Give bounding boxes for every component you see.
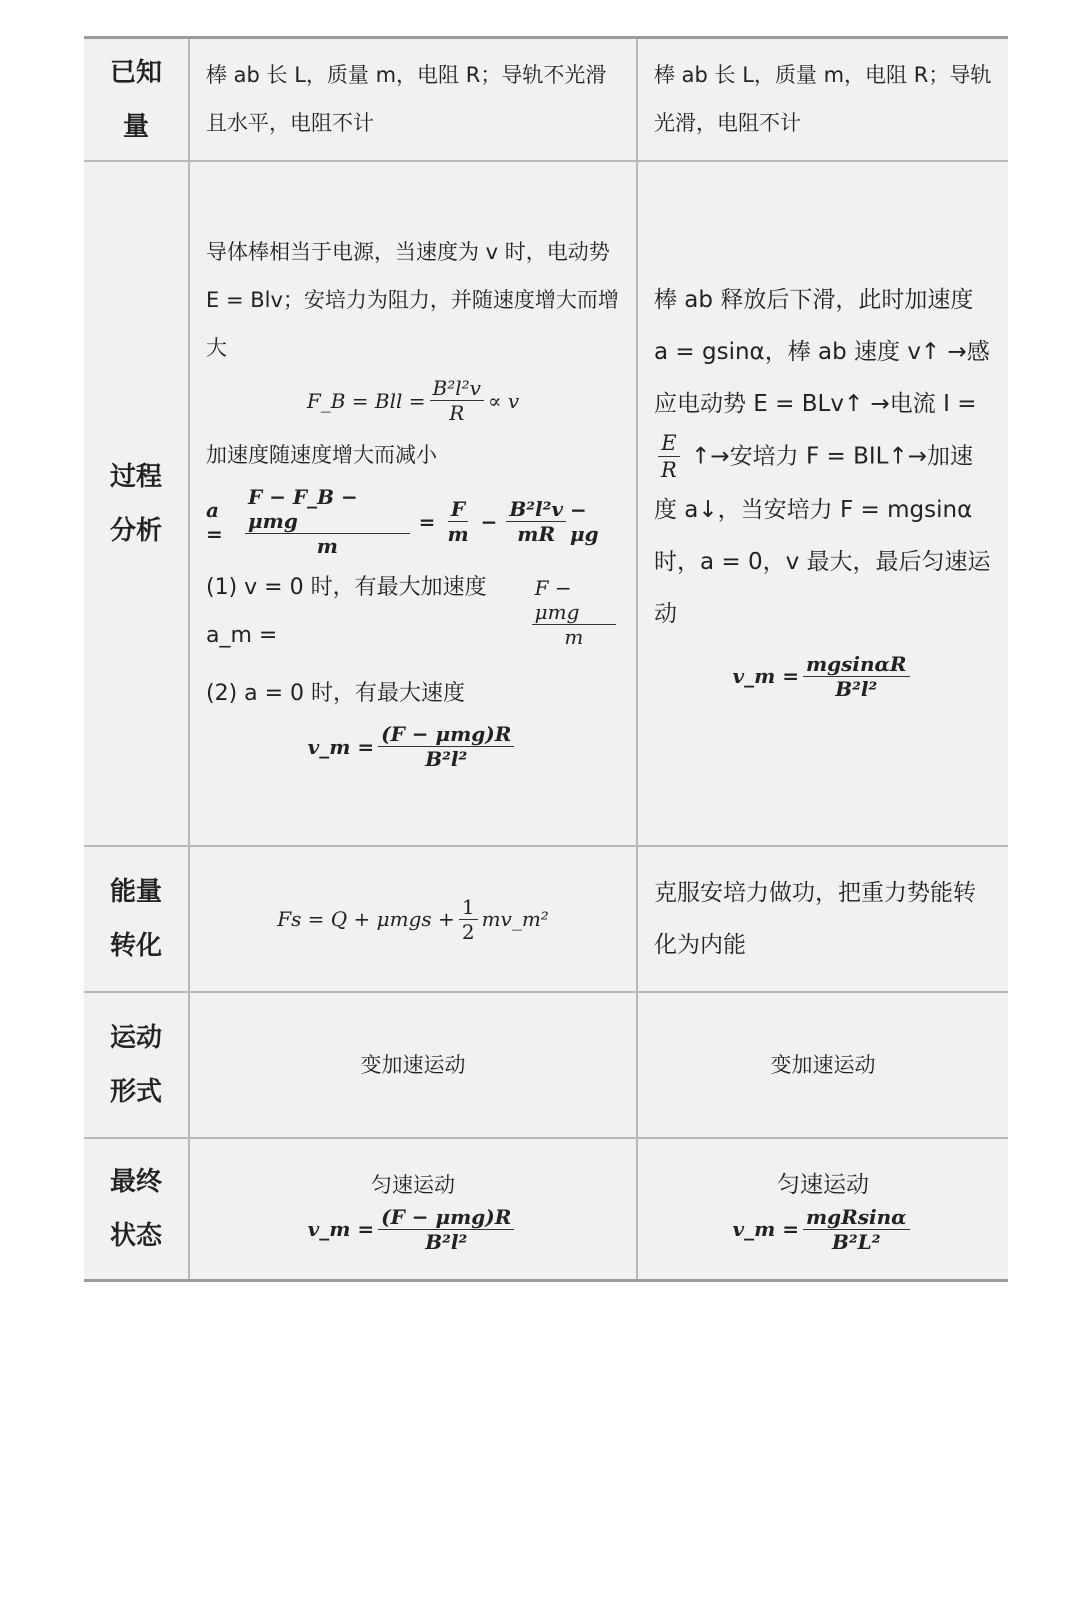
formula-ampere-lhs: F_B = Bll = [306, 388, 426, 413]
formula-vm-den: B²l² [425, 747, 468, 771]
formula-final-right-lhs: v_m = [732, 1217, 799, 1241]
row-final [84, 1137, 1008, 1279]
known-right [638, 39, 1008, 160]
header-final-label: 最终状态 [109, 1167, 162, 1251]
known-right-text: 棒 ab 长 L，质量 m，电阻 R；导轨光滑，电阻不计 [654, 63, 992, 135]
max-acc-den: m [564, 624, 584, 649]
header-known [84, 39, 190, 160]
header-process-label: 过程分析 [109, 461, 162, 546]
energy-right-text: 克服安培力做功，把重力势能转化为内能 [654, 880, 976, 958]
process-left-p1: 导体棒相当于电源，当速度为 v 时，电动势 E = Blv；安培力为阻力，并随速度增大而增大 [206, 240, 619, 360]
current-frac [658, 430, 680, 484]
header-final [84, 1139, 190, 1279]
formula-energy-num: 1 [459, 895, 478, 920]
formula-acceleration [206, 485, 620, 558]
formula-vm-num: (F − μmg)R [378, 722, 514, 747]
current-den: R [661, 458, 677, 483]
formula-acc-frac3 [506, 497, 566, 546]
row-motion [84, 991, 1008, 1137]
max-acc-text: (1) v = 0 时，有最大加速度 a_m = [206, 575, 487, 648]
max-acc-frac [532, 576, 616, 649]
formula-energy-frac [459, 895, 478, 944]
formula-right-vm-num: mgsinαR [803, 652, 910, 677]
current-num: E [658, 430, 679, 457]
formula-ampere-num: B²l²v [430, 376, 484, 401]
formula-acc-frac2 [444, 497, 471, 546]
formula-final-left [308, 1205, 519, 1254]
process-right [638, 162, 1008, 845]
formula-vm-lhs: v_m = [307, 734, 375, 759]
known-left [190, 39, 638, 160]
process-right-p2: ↑→安培力 F = BIL↑→加速度 a↓，当安培力 F = mgsinα 时，a = 0，v 最大，最后匀速运动 [654, 443, 991, 627]
energy-right [638, 847, 1008, 991]
header-energy [84, 847, 190, 991]
formula-final-left-den: B²l² [425, 1229, 468, 1254]
header-known-label: 已知量 [109, 57, 162, 142]
motion-left [190, 993, 638, 1137]
formula-final-left-lhs: v_m = [307, 1217, 375, 1241]
formula-acc-num2: F [448, 497, 468, 522]
final-left-label: 匀速运动 [371, 1172, 455, 1197]
formula-energy-tail: mv_m² [481, 907, 549, 931]
formula-ampere-frac [430, 376, 484, 425]
motion-left-text: 变加速运动 [360, 1053, 466, 1077]
process-right-p1: 棒 ab 释放后下滑，此时加速度 a = gsinα，棒 ab 速度 v↑ →感应电动势 E = BLv↑ →电流 I = [654, 287, 990, 417]
formula-final-right [732, 1205, 913, 1254]
final-right-label: 匀速运动 [777, 1171, 869, 1198]
formula-acc-minus: − [480, 509, 498, 534]
formula-right-max-velocity [654, 652, 992, 701]
row-known [84, 39, 1008, 160]
max-velocity-line: (2) a = 0 时，有最大速度 [206, 681, 466, 706]
motion-right-text: 变加速运动 [770, 1053, 876, 1077]
formula-final-left-frac [378, 1205, 514, 1254]
formula-max-velocity [206, 722, 620, 771]
motion-right [638, 993, 1008, 1137]
formula-acc-eq: = [418, 509, 436, 534]
formula-final-right-den: B²L² [832, 1229, 881, 1254]
process-left [190, 162, 638, 845]
formula-ampere-tail: ∝ v [487, 388, 520, 413]
header-motion-label: 运动形式 [109, 1023, 162, 1107]
max-acceleration-line [206, 564, 620, 660]
formula-acc-den2: m [447, 522, 469, 546]
formula-acc-num1: F − F_B − μmg [245, 485, 410, 534]
formula-ampere-force [206, 376, 620, 425]
max-acc-num: F − μmg [532, 576, 616, 625]
formula-vm-frac [378, 722, 514, 771]
formula-acc-frac1 [245, 485, 410, 558]
formula-energy [277, 895, 549, 944]
process-left-p2: 加速度随速度增大而减小 [206, 443, 437, 467]
formula-energy-pre: Fs = Q + μmgs + [277, 907, 455, 931]
comparison-table [84, 36, 1008, 1282]
formula-energy-den: 2 [461, 919, 475, 944]
formula-right-vm-den: B²l² [835, 676, 878, 701]
known-left-text: 棒 ab 长 L，质量 m，电阻 R；导轨不光滑且水平，电阻不计 [206, 63, 607, 135]
formula-final-left-num: (F − μmg)R [378, 1205, 514, 1230]
formula-final-right-num: mgRsinα [803, 1205, 910, 1230]
energy-left [190, 847, 638, 991]
formula-acc-den3: mR [517, 522, 556, 546]
formula-final-right-frac [803, 1205, 910, 1254]
formula-acc-den1: m [316, 534, 338, 558]
formula-acc-tail: − μg [570, 497, 599, 546]
formula-right-vm-frac [803, 652, 910, 701]
row-process [84, 160, 1008, 845]
final-left [190, 1139, 638, 1279]
formula-ampere-den: R [449, 401, 465, 425]
formula-acc-lhs: a = [206, 497, 223, 546]
header-motion [84, 993, 190, 1137]
row-energy [84, 845, 1008, 991]
formula-right-vm-lhs: v_m = [732, 664, 799, 688]
formula-acc-num3: B²l²v [506, 497, 566, 522]
final-right [638, 1139, 1008, 1279]
header-process [84, 162, 190, 845]
header-energy-label: 能量转化 [109, 877, 162, 961]
